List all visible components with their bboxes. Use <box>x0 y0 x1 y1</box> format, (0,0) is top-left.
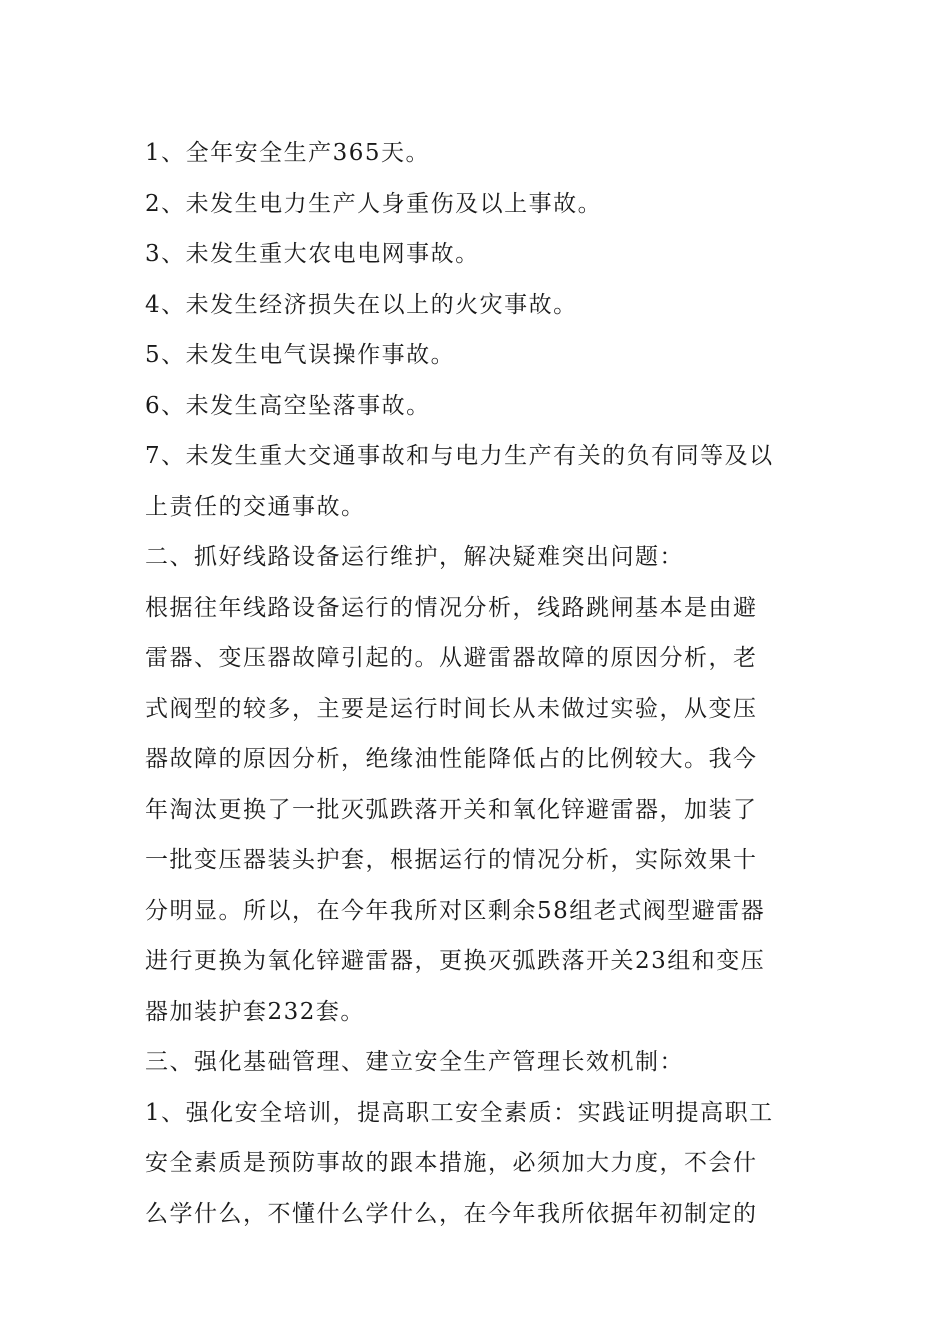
text-line: 雷器、变压器故障引起的。从避雷器故障的原因分析，老 <box>145 645 758 671</box>
text-line: 进行更换为氧化锌避雷器，更换灭弧跌落开关23组和变压 <box>145 948 766 974</box>
text-line: 器加装护套232套。 <box>145 998 365 1025</box>
document-body <box>145 128 813 1239</box>
text-line: 分明显。所以，在今年我所对区剩余58组老式阀型避雷器 <box>145 897 766 924</box>
text-line: 一批变压器装头护套，根据运行的情况分析，实际效果十 <box>145 847 758 873</box>
text-line: 1、全年安全生产365天。 <box>145 140 431 166</box>
text-line: 器故障的原因分析，绝缘油性能降低占的比例较大。我今 <box>145 746 758 772</box>
text-line: 3、未发生重大农电电网事故。 <box>145 241 480 267</box>
text-line: 2、未发生电力生产人身重伤及以上事故。 <box>145 190 603 217</box>
text-line: 6、未发生高空坠落事故。 <box>145 392 431 419</box>
text-line: 安全素质是预防事故的跟本措施，必须加大力度，不会什 <box>145 1150 758 1176</box>
text-line: 4、未发生经济损失在以上的火灾事故。 <box>145 291 578 318</box>
text-line: 年淘汰更换了一批灭弧跌落开关和氧化锌避雷器，加装了 <box>145 796 758 823</box>
text-line: 根据往年线路设备运行的情况分析，线路跳闸基本是由避 <box>145 594 758 621</box>
text-line: 上责任的交通事故。 <box>145 493 366 520</box>
text-line: 1、强化安全培训，提高职工安全素质：实践证明提高职工 <box>145 1099 774 1126</box>
text-line: 么学什么，不懂什么学什么，在今年我所依据年初制定的 <box>145 1200 758 1227</box>
text-line: 7、未发生重大交通事故和与电力生产有关的负有同等及以 <box>145 443 774 469</box>
section-heading: 三、强化基础管理、建立安全生产管理长效机制： <box>145 1049 684 1075</box>
section-heading: 二、抓好线路设备运行维护，解决疑难突出问题： <box>145 544 684 570</box>
text-line: 式阀型的较多，主要是运行时间长从未做过实验，从变压 <box>145 695 758 722</box>
text-line: 5、未发生电气误操作事故。 <box>145 342 456 368</box>
